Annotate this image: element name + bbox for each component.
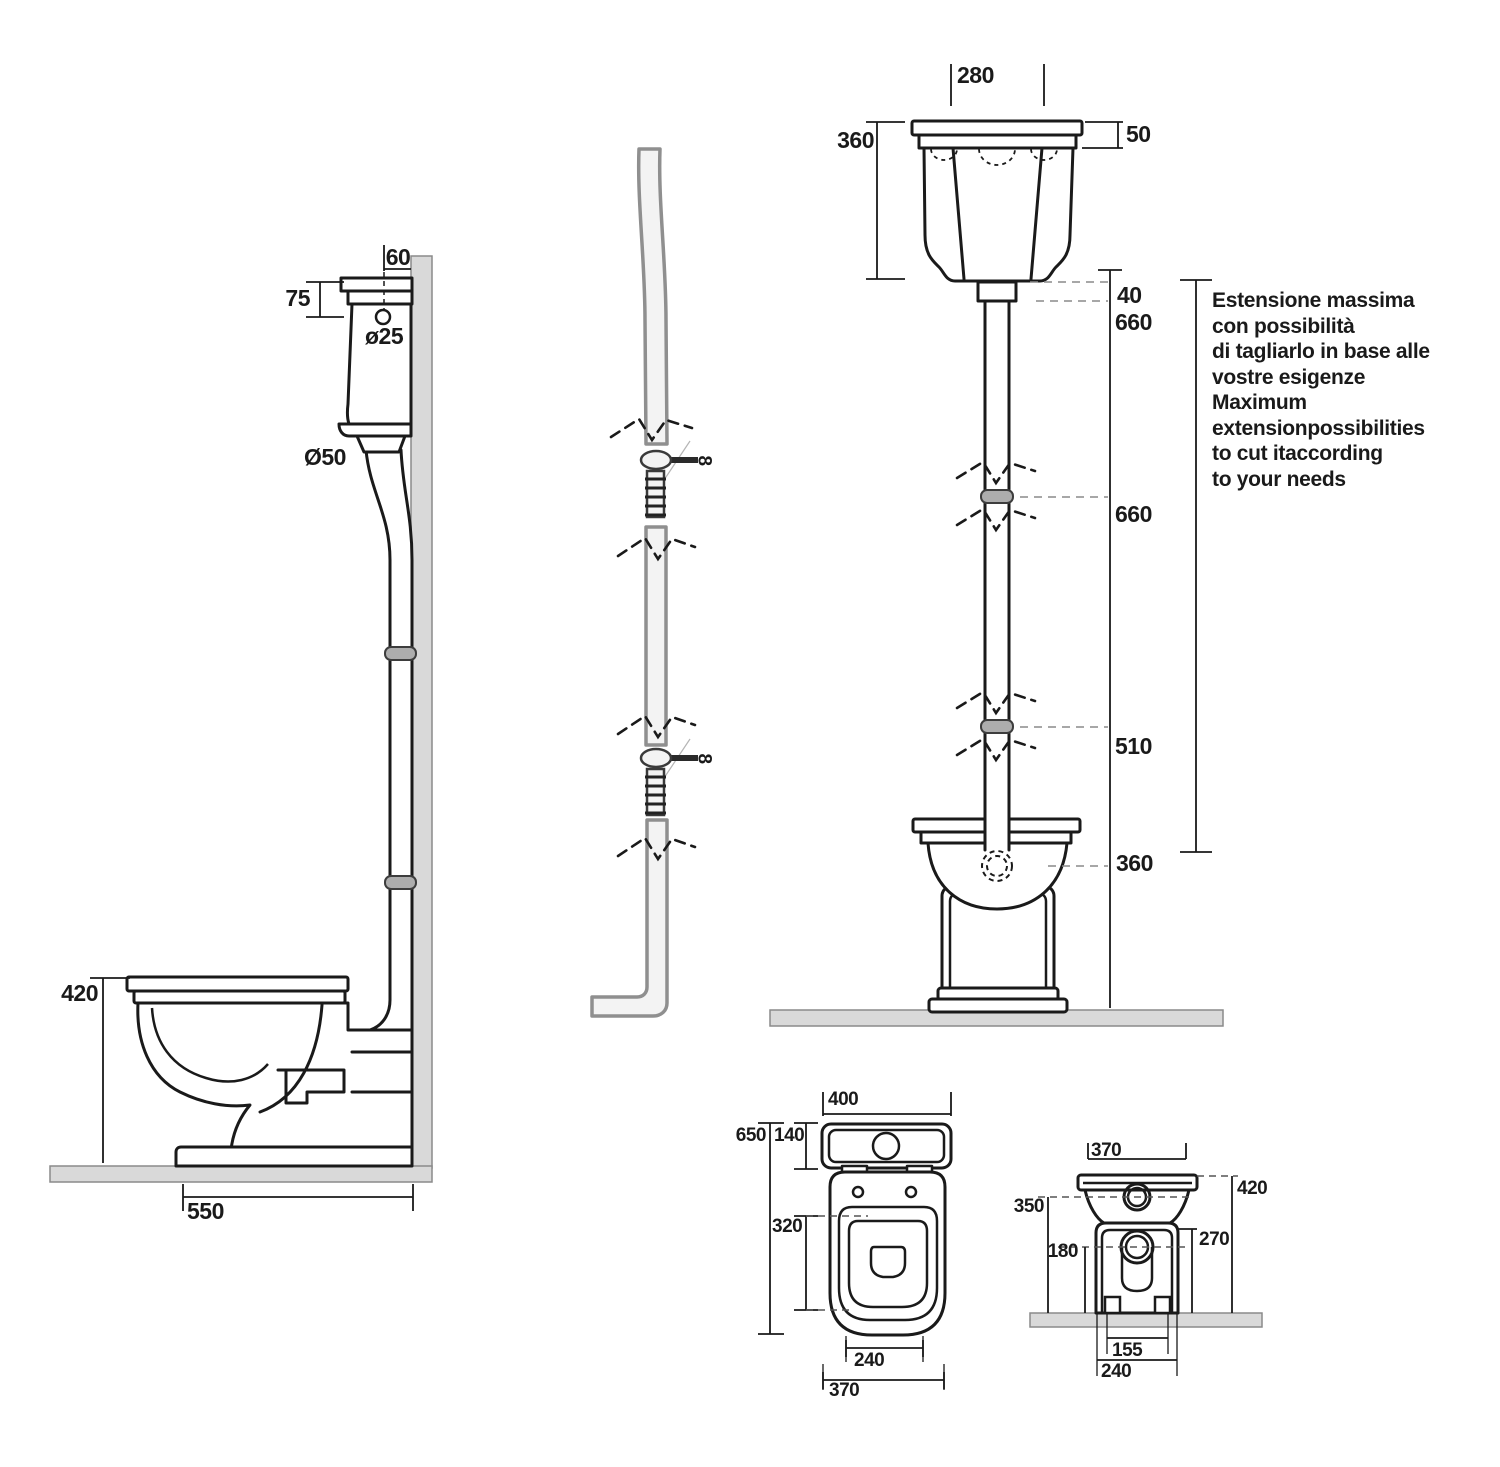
- pipe-connector: [641, 441, 698, 517]
- toilet-side: [127, 977, 412, 1166]
- pipe-lower-bend-section: [592, 820, 667, 1016]
- dim-lid-height: 50: [1126, 121, 1151, 147]
- pipe-joint-collar: [981, 490, 1013, 503]
- pipe-connector: [641, 739, 698, 815]
- dim-bowl-height: 420: [61, 980, 98, 1006]
- fixing-notch: [1105, 1297, 1120, 1313]
- dim-depth: 550: [187, 1198, 224, 1224]
- dim-pipe-lower-section: 510: [1115, 733, 1152, 759]
- side-view-figure: [50, 245, 432, 1211]
- flush-pipe: [366, 450, 412, 1030]
- dim-pipe-upper-section: 660: [1115, 309, 1152, 335]
- flush-pipe-front: [957, 282, 1035, 881]
- note-line: to cut itaccording: [1212, 442, 1383, 465]
- pipe-joint-collar: [385, 876, 416, 889]
- dim-lower-rod-diameter: 8: [693, 753, 715, 764]
- dim-tank-depth: 140: [774, 1125, 805, 1146]
- dim-cistern-width: 280: [957, 62, 994, 88]
- pipe-middle-section: [646, 527, 666, 745]
- note-line: con possibilità: [1212, 314, 1355, 338]
- pipe-joint-collar: [385, 647, 416, 660]
- note-line: di tagliarlo in base alle: [1212, 340, 1430, 363]
- note-line: to your needs: [1212, 467, 1346, 491]
- dim-pipe-top-gap: 40: [1117, 282, 1142, 308]
- max-extension-bracket: [1180, 280, 1212, 852]
- note-line: Estensione massima: [1212, 289, 1415, 312]
- dim-bowl-width: 370: [829, 1380, 860, 1401]
- dim-overall-depth: 650: [735, 1125, 766, 1146]
- dim-pipe-middle-section: 660: [1115, 501, 1152, 527]
- seat-lid: [127, 977, 348, 991]
- pipe-upper-section: [639, 149, 667, 444]
- pipe-joint-collar: [981, 720, 1013, 733]
- note-line: Maximum: [1212, 391, 1307, 414]
- pipe-flange: [978, 282, 1016, 301]
- base-plinth: [176, 1147, 412, 1166]
- bowl-body: [138, 1003, 412, 1150]
- tank-plan: [822, 1124, 951, 1174]
- dim-upper-rod-diameter: 8: [693, 455, 715, 466]
- cistern-side: [339, 278, 412, 452]
- dim-flush-pipe-diameter: Ø50: [304, 444, 346, 470]
- dim-tank-width: 400: [828, 1089, 859, 1110]
- dim-seat-width: 240: [854, 1350, 885, 1371]
- dim-overall-height: 420: [1237, 1178, 1268, 1199]
- pedestal-rear: [1096, 1223, 1178, 1313]
- dim-base-width: 240: [1101, 1361, 1132, 1382]
- floor: [50, 1166, 432, 1182]
- pipe-detail-figure: [592, 149, 698, 1016]
- dim-bowl-inlet-height: 360: [1116, 850, 1153, 876]
- dim-hole-diameter: ø25: [365, 323, 404, 349]
- dim-wall-offset: 60: [385, 244, 411, 270]
- dim-bowl-top-width: 370: [1091, 1140, 1122, 1161]
- floor: [1030, 1313, 1262, 1327]
- dim-cistern-height: 360: [837, 127, 874, 153]
- front-view-figure: [770, 64, 1223, 1026]
- dim-outlet-centre-height: 180: [1047, 1241, 1078, 1262]
- dim-pedestal-height: 270: [1199, 1229, 1230, 1250]
- cistern-front: [912, 121, 1082, 281]
- wall: [411, 256, 432, 1168]
- dim-inlet-centre-height: 350: [1013, 1196, 1044, 1217]
- dim-lid-to-hole: 75: [285, 285, 310, 311]
- dim-seat-opening-depth: 320: [772, 1216, 803, 1237]
- note-line: extensionpossibilities: [1212, 416, 1425, 440]
- bowl-rear: [1078, 1175, 1197, 1223]
- fixing-notch: [1155, 1297, 1170, 1313]
- flush-button: [873, 1133, 899, 1159]
- max-extension-note: [1212, 288, 1472, 492]
- dim-fixing-holes-spacing: 155: [1112, 1340, 1143, 1361]
- note-line: vostre esigenze: [1212, 365, 1366, 389]
